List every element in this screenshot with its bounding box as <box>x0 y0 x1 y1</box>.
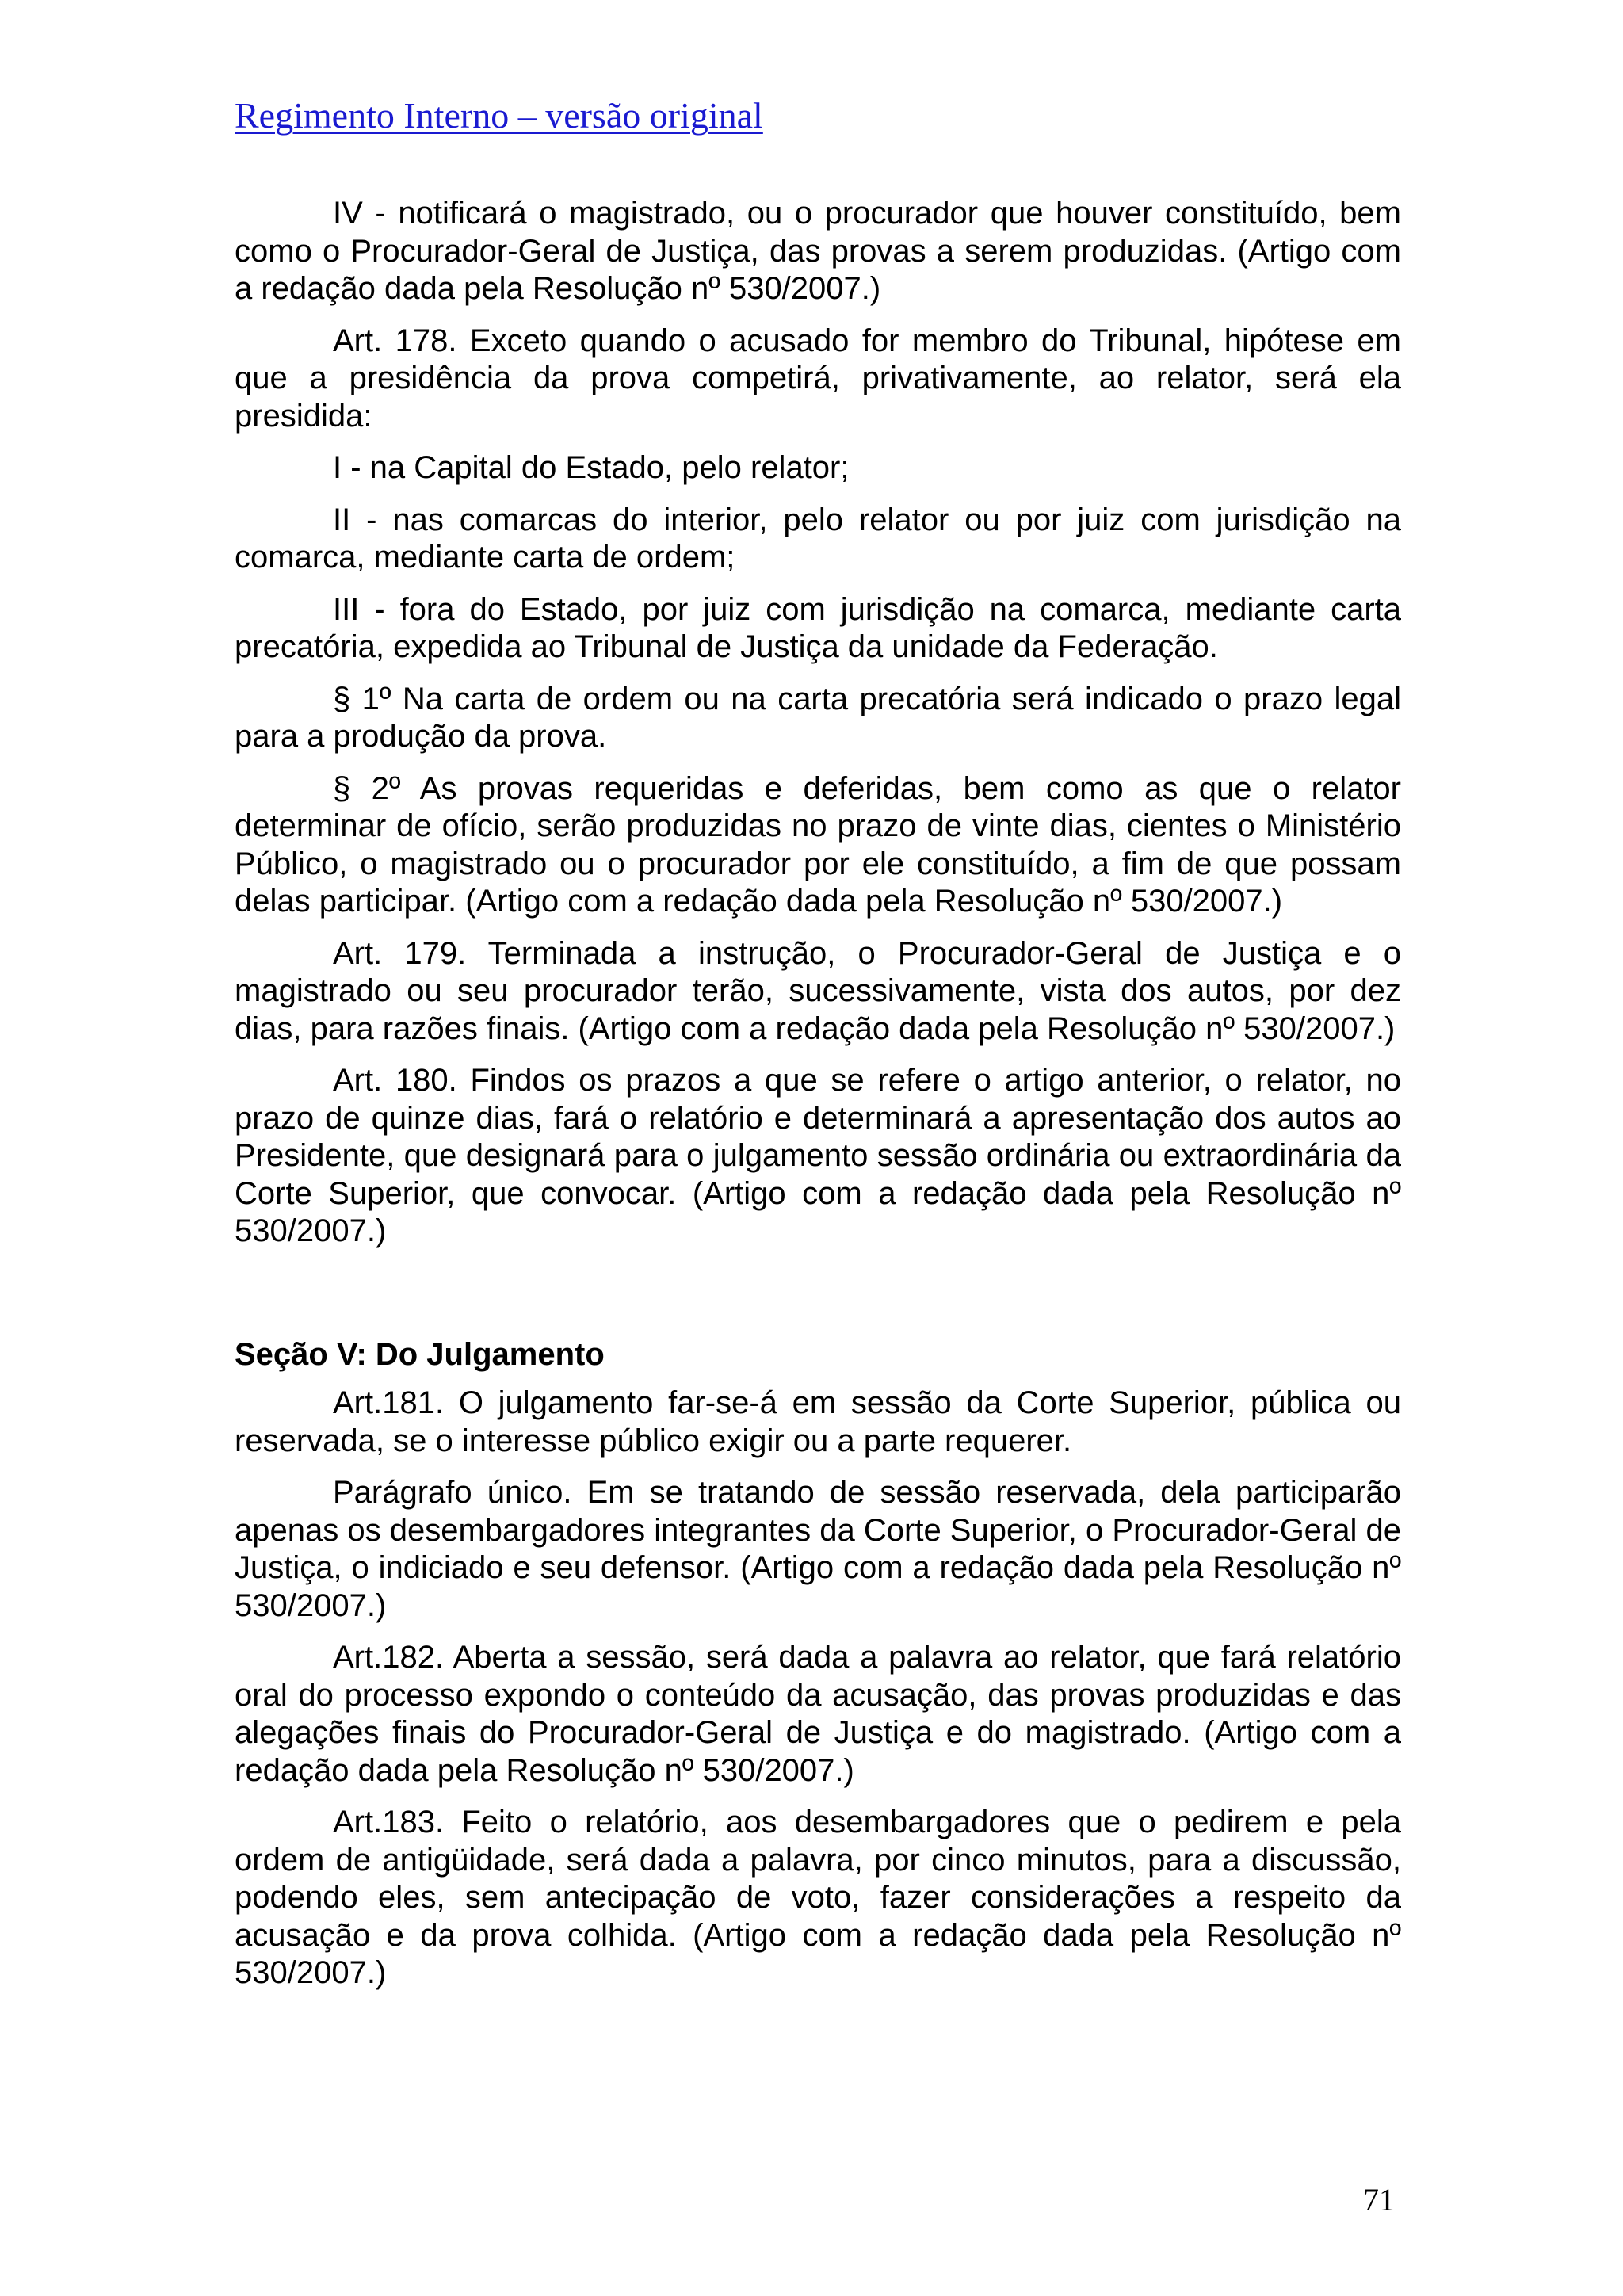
header-title-link[interactable]: Regimento Interno – versão original <box>235 95 763 136</box>
paragraph: Art.182. Aberta a sessão, será dada a palavra ao relator, que fará relatório oral do processo expondo o conteúdo da acusação, das provas produzidas e das alegações finais do Procurador-Geral de Justiça e do magistrado. (Artigo com a redação dada pela Resolução nº 530/2007.) <box>235 1640 1401 1788</box>
paragraph: I - na Capital do Estado, pelo relator; <box>333 450 850 485</box>
paragraph: III - fora do Estado, por juiz com jurisdição na comarca, mediante carta precatória, expedida ao Tribunal de Justiça da unidade da Federação. <box>235 591 1401 664</box>
paragraph: Art. 179. Terminada a instrução, o Procurador-Geral de Justiça e o magistrado ou seu procurador terão, sucessivamente, vista dos autos, por dez dias, para razões finais. (Artigo com a redação dada pela Resolução nº 530/2007.) <box>235 935 1401 1046</box>
paragraph: Art.181. O julgamento far-se-á em sessão da Corte Superior, pública ou reservada, se o interesse público exigir ou a parte requerer. <box>235 1385 1401 1458</box>
document-body <box>235 195 1401 2007</box>
paragraph: § 2º As provas requeridas e deferidas, bem como as que o relator determinar de ofício, serão produzidas no prazo de vinte dias, cientes o Ministério Público, o magistrado ou o procurador por ele constituído, a fim de que possam delas participar. (Artigo com a redação dada pela Resolução nº 530/2007.) <box>235 770 1401 919</box>
paragraph: IV - notificará o magistrado, ou o procurador que houver constituído, bem como o Procurador-Geral de Justiça, das provas a serem produzidas. (Artigo com a redação dada pela Resolução nº 530/2007.) <box>235 196 1401 306</box>
paragraph: Parágrafo único. Em se tratando de sessão reservada, dela participarão apenas os desembargadores integrantes da Corte Superior, o Procurador-Geral de Justiça, o indiciado e seu defensor. (Artigo com a redação dada pela Resolução nº 530/2007.) <box>235 1475 1401 1623</box>
paragraph: § 1º Na carta de ordem ou na carta precatória será indicado o prazo legal para a produção da prova. <box>235 681 1401 754</box>
paragraph: II - nas comarcas do interior, pelo relator ou por juiz com jurisdição na comarca, mediante carta de ordem; <box>235 502 1401 575</box>
paragraph: Art.183. Feito o relatório, aos desembargadores que o pedirem e pela ordem de antigüidade, será dada a palavra, por cinco minutos, para a discussão, podendo eles, sem antecipação de voto, fazer considerações a respeito da acusação e da prova colhida. (Artigo com a redação dada pela Resolução nº 530/2007.) <box>235 1805 1401 1990</box>
page-number: 71 <box>1363 2182 1395 2218</box>
section-title: Seção V: Do Julgamento <box>235 1336 605 1372</box>
paragraph: Art. 180. Findos os prazos a que se refere o artigo anterior, o relator, no prazo de quinze dias, fará o relatório e determinará a apresentação dos autos ao Presidente, que designará para o julgamento sessão ordinária ou extraordinária da Corte Superior, que convocar. (Artigo com a redação dada pela Resolução nº 530/2007.) <box>235 1063 1401 1248</box>
paragraph: Art. 178. Exceto quando o acusado for membro do Tribunal, hipótese em que a presidência da prova competirá, privativamente, ao relator, será ela presidida: <box>235 323 1401 434</box>
